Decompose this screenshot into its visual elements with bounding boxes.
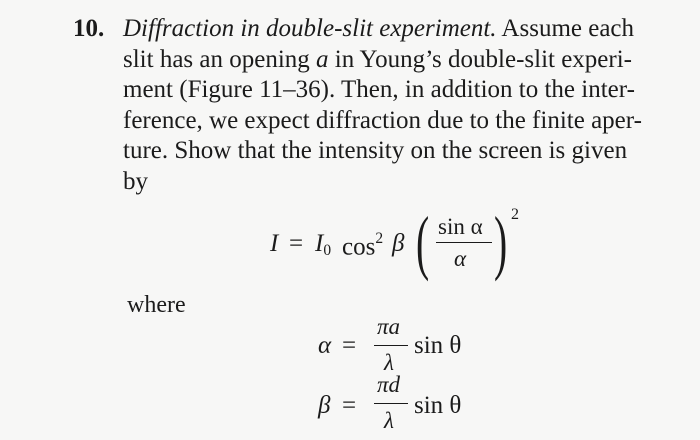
beta-numerator: πd (377, 372, 401, 397)
beta-symbol: β (392, 230, 405, 257)
statement-text-2b: in Young’s double-slit experi- (328, 45, 632, 73)
alpha-denominator: λ (384, 350, 394, 375)
problem-number: 10. (73, 15, 105, 42)
alpha-sin-theta: sin θ (414, 332, 462, 359)
beta-denominator: λ (384, 408, 394, 433)
left-parenthesis: ( (416, 202, 430, 282)
beta-symbol: β (318, 392, 331, 419)
statement-line-1 (123, 14, 683, 45)
beta-equation (318, 370, 478, 440)
statement-line-6: by (123, 167, 148, 195)
where-label: where (127, 292, 186, 318)
fraction-numerator: sin α (438, 214, 483, 239)
statement-line-2 (123, 45, 683, 76)
right-parenthesis: ) (494, 202, 508, 282)
alpha-symbol: α (318, 332, 332, 359)
equals-sign: = (289, 230, 304, 257)
alpha-fraction-bar (374, 345, 408, 346)
statement-line-3: ment (Figure 11–36). Then, in addition to the inter- (123, 76, 635, 103)
beta-fraction-bar (374, 403, 408, 404)
fraction-denominator: α (454, 246, 467, 271)
fraction-bar (436, 242, 492, 243)
slit-width-variable: a (316, 45, 329, 73)
alpha-numerator: πa (377, 314, 401, 339)
statement-text-1: Assume each (496, 15, 635, 42)
statement-line-4: ference, we expect diffraction due to the finite aper- (123, 106, 642, 134)
squared-exponent: 2 (511, 206, 519, 223)
problem-title: Diffraction in double-slit experiment. (123, 15, 497, 42)
cos-squared-term: $\cos^2$ (342, 230, 384, 261)
equals-sign: = (342, 332, 357, 359)
problem-statement (123, 14, 683, 197)
equals-sign: = (342, 392, 357, 419)
intensity-symbol: I (270, 230, 279, 257)
i0-term: $I_0$ (315, 230, 332, 259)
intensity-equation (270, 202, 550, 282)
statement-line-5: ture. Show that the intensity on the screen is given (123, 137, 628, 164)
beta-sin-theta: sin θ (414, 392, 462, 419)
statement-text-2a: slit has an opening (123, 45, 317, 73)
